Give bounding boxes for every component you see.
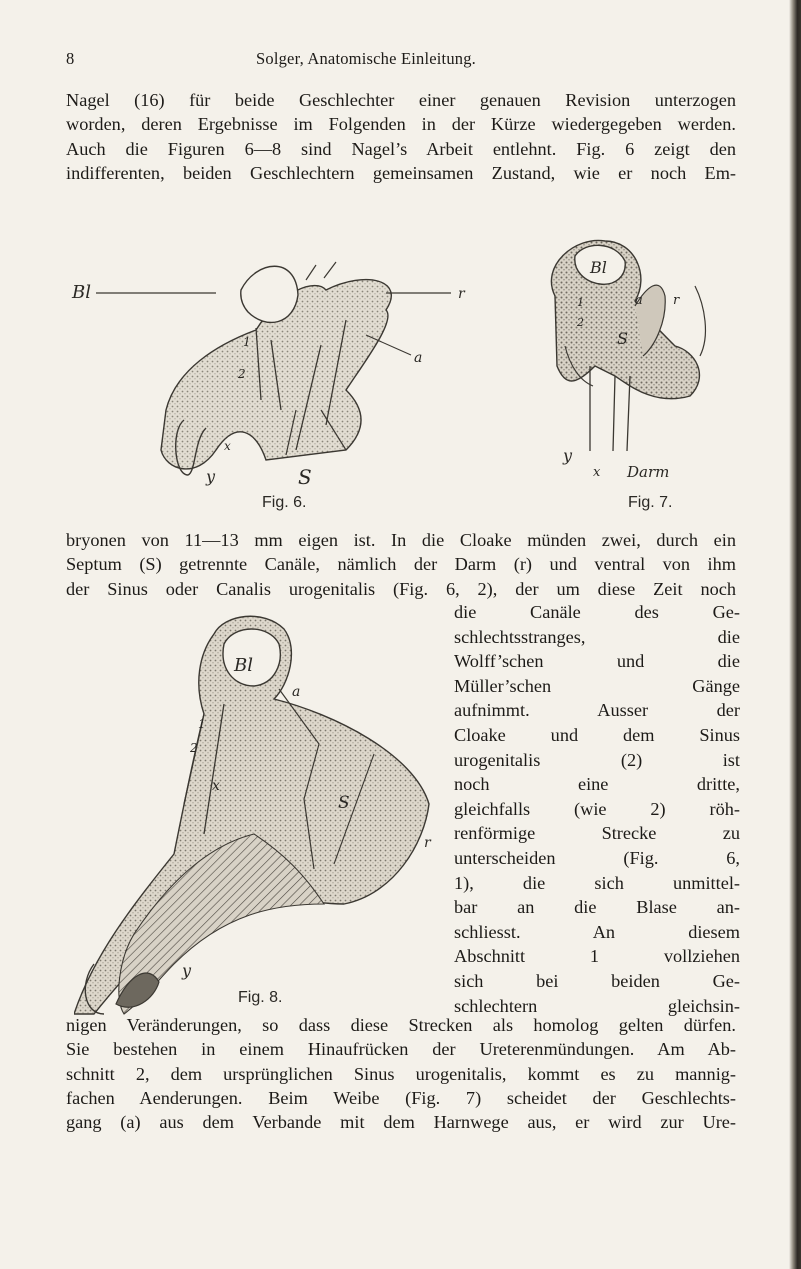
paragraph-3 — [66, 1013, 736, 1134]
text-line: schnitt 2, dem ursprünglichen Sinus urogenitalis, kommt es zu mannig- — [66, 1063, 736, 1084]
fig7-label-r: r — [673, 293, 680, 308]
fig8-label-r: r — [424, 835, 431, 851]
text-line: 1), die sich unmittel- — [454, 872, 740, 893]
fig6-drawing — [96, 262, 451, 475]
fig8-label-a: a — [292, 684, 301, 700]
figure-6 — [66, 250, 506, 490]
fig6-label-x: x — [224, 439, 231, 453]
fig7-label-y: y — [563, 446, 573, 465]
page-edge-shadow — [789, 0, 801, 1269]
fig8-label-s: S — [338, 793, 350, 813]
fig7-caption: Fig. 7. — [628, 494, 673, 511]
text-line: Abschnitt 1 vollziehen — [454, 946, 740, 967]
text-line: nigen Veränderungen, so dass diese Strecken als homolog gelten dürfen. — [66, 1015, 736, 1035]
fig8-label-1: 1 — [198, 717, 206, 731]
text-line: bar an die Blase an- — [454, 897, 740, 918]
fig7-label-2: 2 — [577, 316, 584, 329]
running-title: Solger, Anatomische Einleitung. — [256, 49, 477, 68]
text-line: gang (a) aus dem Verbande mit dem Harnwege aus, er wird zur Ure- — [66, 1112, 736, 1133]
text-line: Müller’schen Gänge — [454, 675, 740, 696]
text-line: unterscheiden (Fig. 6, — [454, 847, 740, 868]
figure-7 — [535, 236, 720, 491]
fig7-label-s: S — [617, 329, 628, 348]
fig7-label-1: 1 — [577, 296, 584, 309]
text-line: Cloake und dem Sinus — [454, 724, 740, 745]
fig7-label-bl: Bl — [590, 258, 607, 277]
figure-8 — [74, 604, 444, 1024]
fig7-label-a: a — [635, 293, 643, 308]
fig6-label-s: S — [298, 465, 312, 489]
text-line: schlechtsstranges, die — [454, 626, 740, 647]
text-line: Septum (S) getrennte Canäle, nämlich der Darm (r) und ventral von ihm — [66, 554, 736, 575]
text-line: Wolff’schen und die — [454, 651, 740, 672]
fig8-label-x: x — [212, 778, 220, 794]
text-line: der Sinus oder Canalis urogenitalis (Fig. 6, 2), der um diese Zeit noch — [66, 578, 736, 599]
fig8-label-y: y — [182, 961, 192, 980]
page-number: 8 — [66, 49, 75, 68]
text-line: Nagel (16) für beide Geschlechter einer genauen Revision unterzogen — [66, 90, 736, 110]
fig6-label-r: r — [458, 286, 465, 302]
text-line: schlechtern gleichsin- — [454, 995, 740, 1016]
fig6-label-y: y — [206, 467, 216, 486]
text-line: aufnimmt. Ausser der — [454, 700, 740, 721]
fig7-drawing — [551, 240, 705, 451]
fig6-caption: Fig. 6. — [262, 494, 307, 511]
text-line: indifferenten, beiden Geschlechtern gemeinsamen Zustand, wie er noch Em- — [66, 162, 736, 183]
text-line: fachen Aenderungen. Beim Weibe (Fig. 7) scheidet der Geschlechts- — [66, 1087, 736, 1108]
text-line: sich bei beiden Ge- — [454, 970, 740, 991]
fig7-label-darm: Darm — [627, 463, 670, 481]
fig6-label-bl: Bl — [72, 282, 91, 303]
text-line: die Canäle des Ge- — [454, 602, 740, 622]
fig8-label-bl: Bl — [234, 655, 253, 676]
column-text — [454, 600, 740, 1018]
paragraph-2 — [66, 528, 736, 601]
text-line: bryonen von 11—13 mm eigen ist. In die Cloake münden zwei, durch ein — [66, 530, 736, 550]
running-header — [66, 49, 736, 73]
text-line: Auch die Figuren 6—8 sind Nagel’s Arbeit entlehnt. Fig. 6 zeigt den — [66, 138, 736, 159]
text-line: renförmige Strecke zu — [454, 823, 740, 844]
fig7-label-x: x — [593, 465, 601, 480]
text-line: schliesst. An diesem — [454, 921, 740, 942]
text-line: noch eine dritte, — [454, 774, 740, 795]
fig6-label-a: a — [414, 350, 423, 366]
fig8-label-2: 2 — [190, 741, 198, 755]
text-line: Sie bestehen in einem Hinaufrücken der Ureterenmündungen. Am Ab- — [66, 1039, 736, 1060]
fig6-label-2: 2 — [238, 367, 246, 381]
paragraph-1 — [66, 88, 736, 185]
text-line: urogenitalis (2) ist — [454, 749, 740, 770]
text-line: worden, deren Ergebnisse im Folgenden in der Kürze wiedergegeben werden. — [66, 114, 736, 135]
fig6-label-1: 1 — [243, 335, 251, 349]
fig8-caption: Fig. 8. — [238, 989, 283, 1006]
text-line: gleichfalls (wie 2) röh- — [454, 798, 740, 819]
